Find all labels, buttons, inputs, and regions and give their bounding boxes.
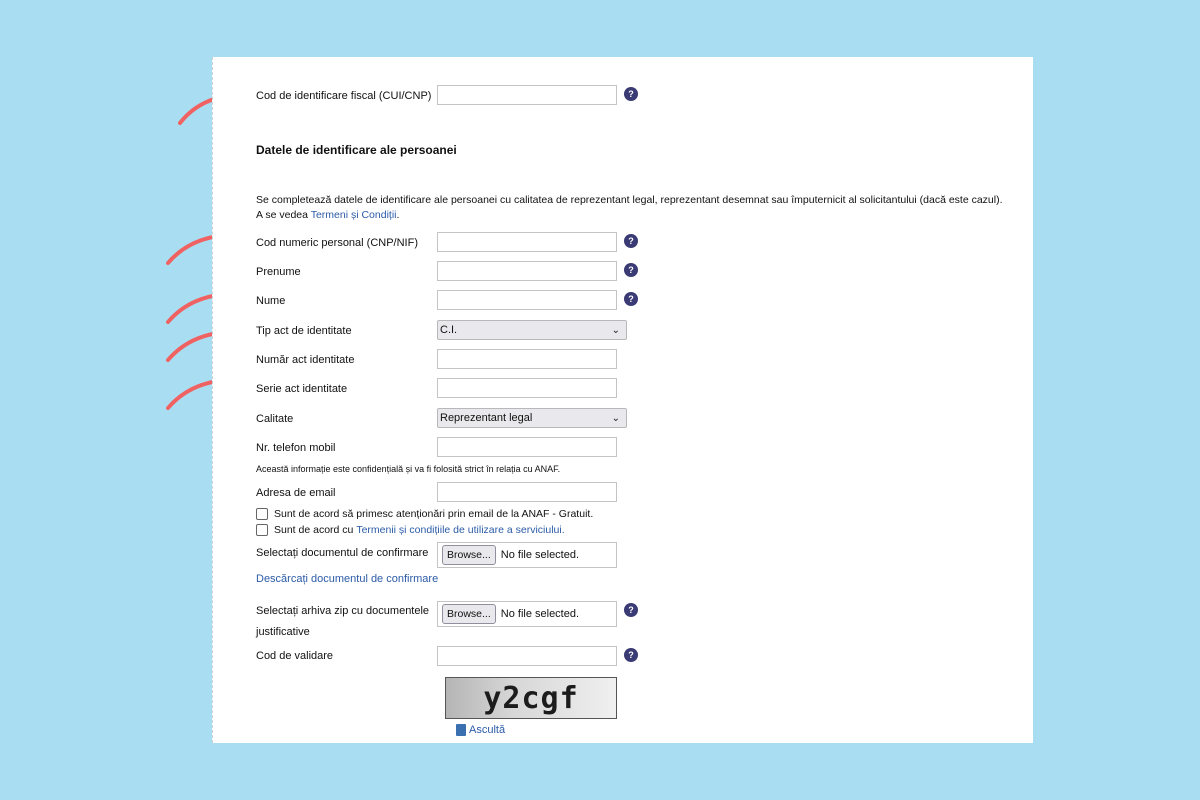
cnp-input[interactable]	[437, 232, 617, 252]
terms-link[interactable]: Termeni și Condiții	[310, 209, 397, 221]
calitate-select[interactable]	[437, 408, 627, 428]
help-icon[interactable]: ?	[624, 292, 638, 306]
calitate-label: Calitate	[256, 413, 294, 425]
email-alerts-checkbox[interactable]	[256, 508, 268, 520]
listen-button[interactable]	[456, 724, 505, 736]
cui-input[interactable]	[437, 85, 617, 105]
telefon-input[interactable]	[437, 437, 617, 457]
form-page	[212, 57, 1033, 743]
help-icon[interactable]: ?	[624, 87, 638, 101]
cnp-label: Cod numeric personal (CNP/NIF)	[256, 237, 418, 249]
nume-label: Nume	[256, 295, 286, 307]
doc-file-input[interactable]	[437, 542, 617, 568]
help-icon[interactable]: ?	[624, 234, 638, 248]
prenume-label: Prenume	[256, 266, 301, 278]
terms-conditions-link[interactable]: Termenii și condițiile de utilizare a serviciului.	[356, 524, 565, 536]
cui-label: Cod de identificare fiscal (CUI/CNP)	[256, 90, 432, 102]
intro-text: Se completează datele de identificare ale persoanei cu calitatea de reprezentant legal, reprezentant desemnat sau împuternicit al solicitantului (dacă este cazul). A se vedea Termeni și Condiții.	[256, 194, 1003, 221]
email-label: Adresa de email	[256, 487, 336, 499]
section-title: Datele de identificare ale persoanei	[256, 143, 457, 157]
tip-act-label: Tip act de identitate	[256, 325, 352, 337]
email-alerts-label: Sunt de acord să primesc atenționări prin email de la ANAF - Gratuit.	[274, 508, 594, 520]
numar-act-label: Număr act identitate	[256, 354, 355, 366]
terms-prefix: Sunt de acord cu	[274, 524, 354, 536]
help-icon[interactable]: ?	[624, 603, 638, 617]
nume-input[interactable]	[437, 290, 617, 310]
help-icon[interactable]: ?	[624, 648, 638, 662]
zip-label-2: justificative	[256, 626, 310, 638]
captcha-image: y2cgf	[445, 677, 617, 719]
serie-act-input[interactable]	[437, 378, 617, 398]
tip-act-value: C.I.	[440, 324, 458, 336]
terms-checkbox[interactable]	[256, 524, 268, 536]
help-icon[interactable]: ?	[624, 263, 638, 277]
download-link[interactable]: Descărcați documentul de confirmare	[256, 573, 439, 585]
no-file-text: No file selected.	[500, 608, 580, 620]
chevron-down-icon: ⌄	[611, 412, 620, 424]
email-alerts-row	[256, 508, 593, 520]
doc-label: Selectați documentul de confirmare	[256, 547, 429, 559]
email-input[interactable]	[437, 482, 617, 502]
calitate-value: Reprezentant legal	[440, 412, 533, 424]
no-file-text: No file selected.	[500, 549, 580, 561]
listen-label: Ascultă	[469, 724, 506, 736]
browse-button[interactable]: Browse...	[442, 545, 496, 565]
zip-label-1: Selectați arhiva zip cu documentele	[256, 605, 430, 617]
chevron-down-icon: ⌄	[611, 324, 620, 336]
zip-file-input[interactable]	[437, 601, 617, 627]
terms-row	[256, 524, 565, 536]
serie-act-label: Serie act identitate	[256, 383, 348, 395]
cod-validare-label: Cod de validare	[256, 650, 334, 662]
browse-button[interactable]: Browse...	[442, 604, 496, 624]
telefon-label: Nr. telefon mobil	[256, 442, 336, 454]
prenume-input[interactable]	[437, 261, 617, 281]
tip-act-select[interactable]	[437, 320, 627, 340]
cod-validare-input[interactable]	[437, 646, 617, 666]
telefon-note: Această informație este confidențială și va fi folosită strict în relația cu ANAF.	[256, 464, 561, 474]
numar-act-input[interactable]	[437, 349, 617, 369]
speaker-icon	[456, 724, 466, 736]
